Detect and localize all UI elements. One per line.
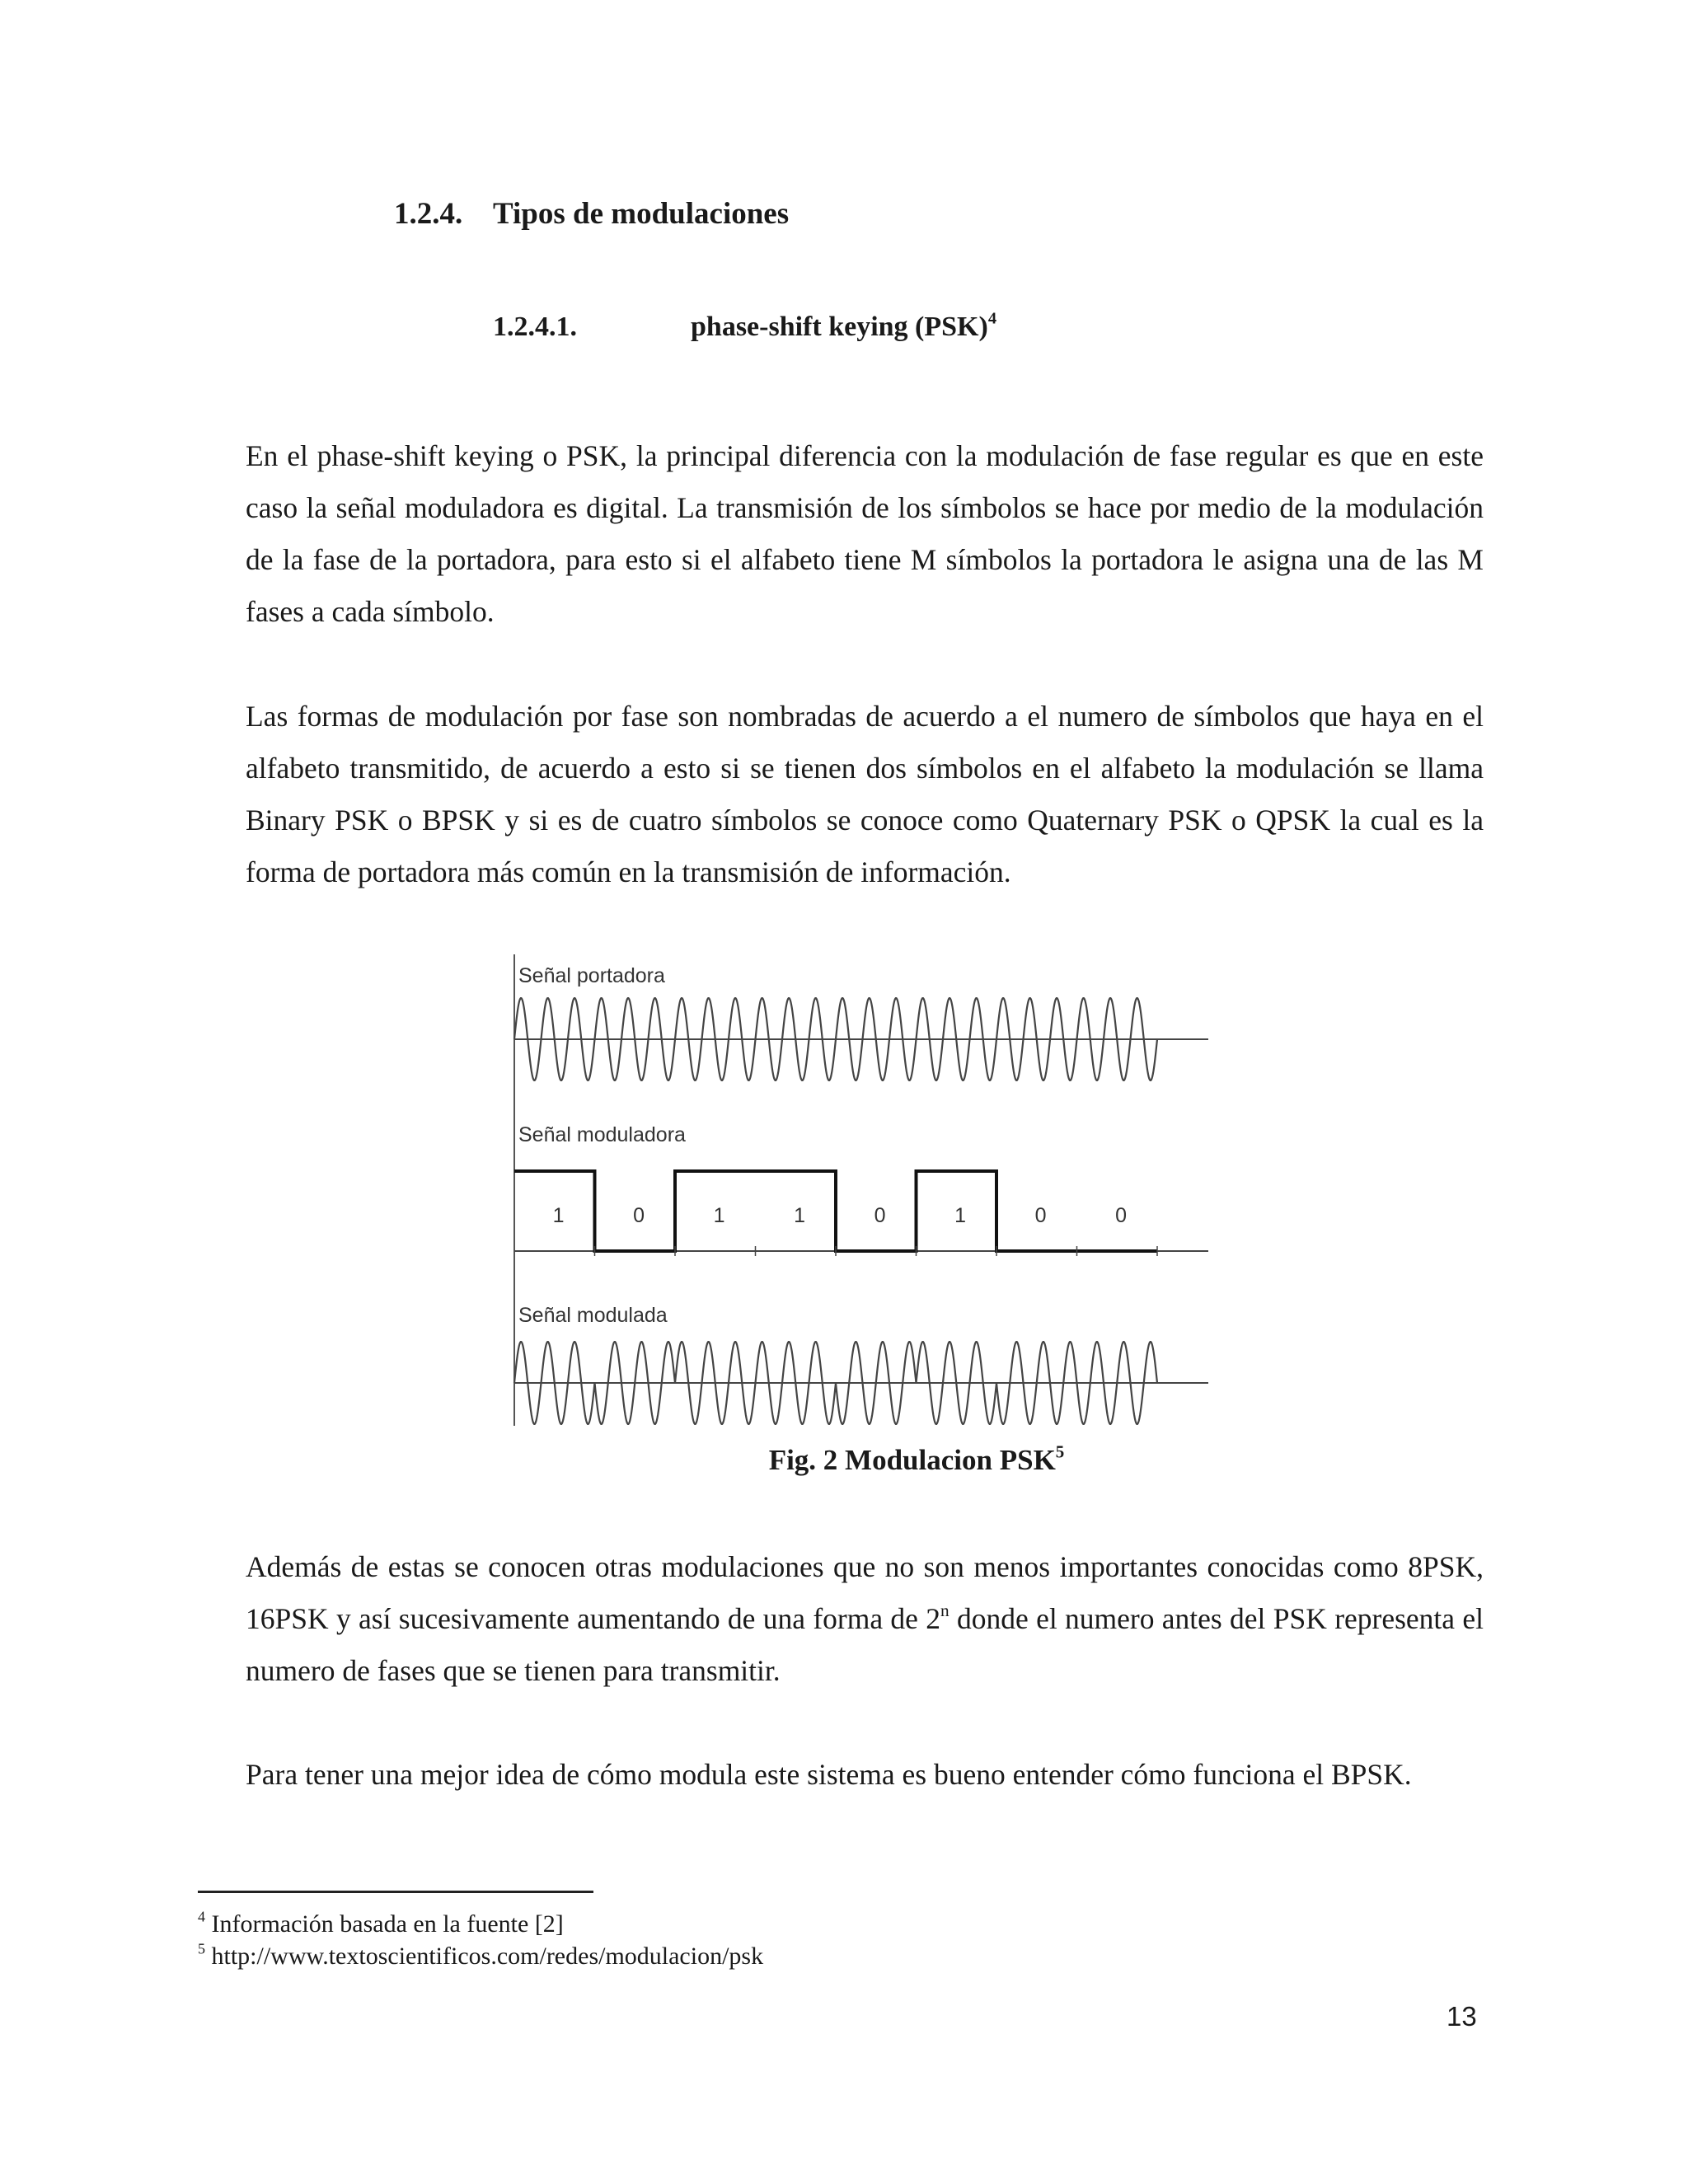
modulating-square-wave <box>514 1171 1157 1251</box>
footnote-5-marker: 5 <box>198 1940 205 1957</box>
footnote-5-text: http://www.textoscientificos.com/redes/modulacion/psk <box>211 1943 764 1970</box>
footnote-4 <box>198 1910 564 1938</box>
section-title: Tipos de modulaciones <box>493 197 790 231</box>
para3-before: Además de estas se conocen otras modulaciones que no son menos importantes conocidas como 8PSK, 16PSK y así sucesivamente aumentando de una forma de 2 <box>246 1550 1484 1635</box>
subsection-title: phase-shift keying (PSK) <box>691 312 988 342</box>
para3-after: donde el numero antes del PSK representa el numero de fases que se tienen para transmitir. <box>246 1602 1484 1687</box>
paragraph-psk-intro: En el phase-shift keying o PSK, la principal diferencia con la modulación de fase regular es que en este caso la señal moduladora es digital. La transmisión de los símbolos se hace por medio de la modulación de la fase de la portadora, para esto si el alfabeto tiene M símbolos la portadora le asigna una de las M fases a cada símbolo. <box>246 439 1484 628</box>
footnote-5 <box>198 1940 764 1971</box>
paragraph-other-psk <box>246 1541 1484 1697</box>
subsection-number: 1.2.4.1. <box>493 312 577 342</box>
modulating-label: Señal moduladora <box>518 1123 686 1146</box>
caption-text: Fig. 2 Modulacion PSK <box>768 1444 1056 1476</box>
footnote-4-text: Información basada en la fuente [2] <box>211 1910 564 1938</box>
bit-label: 0 <box>874 1204 886 1227</box>
section-heading <box>394 196 789 232</box>
bit-label: 1 <box>552 1204 565 1227</box>
subsection-heading <box>493 309 997 343</box>
modulated-label: Señal modulada <box>518 1304 668 1327</box>
psk-figure <box>511 954 1212 1426</box>
bit-label: 0 <box>1034 1204 1047 1227</box>
footnote-ref-4: 4 <box>987 309 997 328</box>
footnote-ref-5: 5 <box>1055 1441 1065 1462</box>
bit-label: 1 <box>954 1204 967 1227</box>
carrier-label: Señal portadora <box>518 964 665 987</box>
figure-caption <box>0 1441 1688 1477</box>
power-exponent: n <box>940 1601 950 1621</box>
paragraph-bpsk: Para tener una mejor idea de cómo modula este sistema es bueno entender cómo funciona el BPSK. <box>246 1758 1412 1791</box>
page-number: 13 <box>1447 2001 1477 2032</box>
bit-label: 0 <box>633 1204 645 1227</box>
bit-label: 1 <box>794 1204 806 1227</box>
bit-label: 0 <box>1115 1204 1128 1227</box>
paragraph-psk-names: Las formas de modulación por fase son nombradas de acuerdo a el numero de símbolos que haya en el alfabeto transmitido, de acuerdo a esto si se tienen dos símbolos en el alfabeto la modulación se llama Binary PSK o BPSK y si es de cuatro símbolos se conoce como Quaternary PSK o QPSK la cual es la forma de portadora más común en la transmisión de información. <box>246 700 1484 888</box>
bit-label: 1 <box>713 1204 725 1227</box>
section-number: 1.2.4. <box>394 197 463 231</box>
footnote-separator <box>198 1891 593 1893</box>
footnote-4-marker: 4 <box>198 1908 205 1925</box>
